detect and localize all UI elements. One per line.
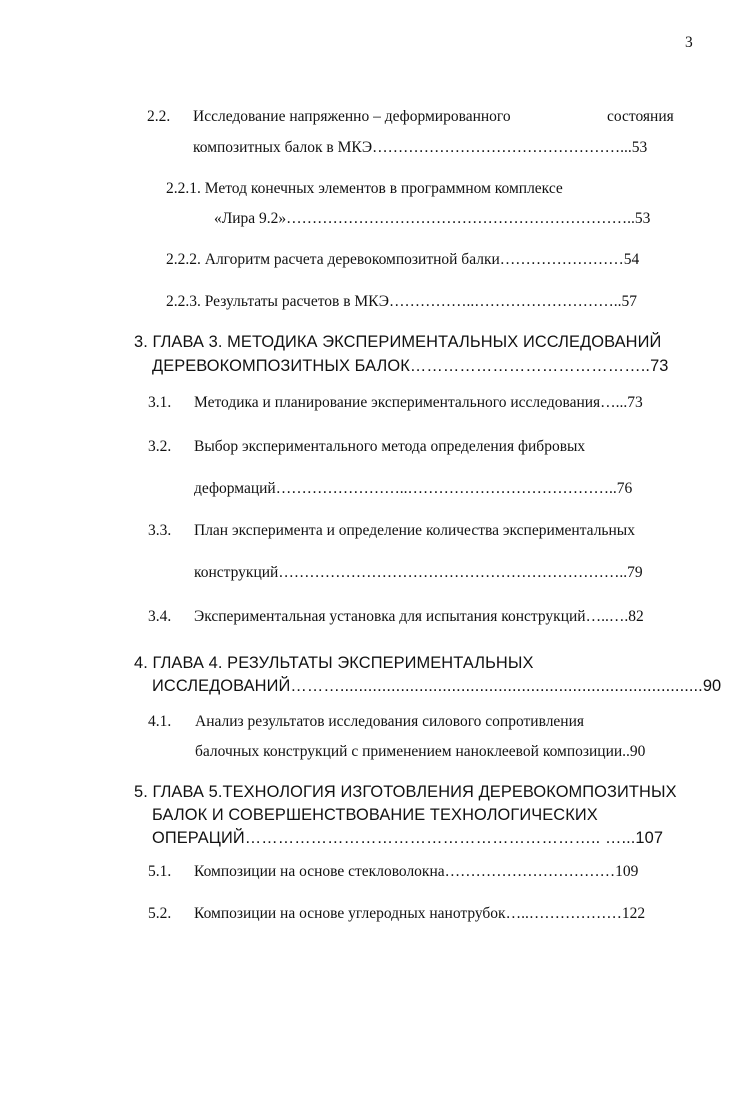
- toc-entry-3-3-line1: План эксперимента и определение количества экспериментальных: [194, 522, 635, 539]
- toc-entry-5-2-number: 5.2.: [148, 905, 172, 922]
- toc-entry-4-1-line1: Анализ результатов исследования силового сопротивления: [195, 713, 585, 730]
- toc-entry-3-1-number: 3.1.: [148, 394, 172, 411]
- toc-chapter-4-line1: 4. ГЛАВА 4. РЕЗУЛЬТАТЫ ЭКСПЕРИМЕНТАЛЬНЫХ: [134, 654, 534, 672]
- toc-entry-5-1-number: 5.1.: [148, 863, 172, 880]
- page-number: 3: [685, 34, 693, 51]
- toc-entry-3-1-text: Методика и планирование экспериментального исследования…...73: [194, 394, 643, 411]
- toc-entry-2-2-line2: композитных балок в МКЭ…………………………………………...53: [193, 139, 648, 156]
- toc-entry-3-3-number: 3.3.: [148, 522, 172, 539]
- toc-entry-3-2-number: 3.2.: [148, 438, 172, 455]
- toc-entry-2-2-number: 2.2.: [147, 108, 171, 125]
- toc-entry-2-2-line1-end: состояния: [607, 108, 674, 125]
- toc-entry-3-2-line1: Выбор экспериментального метода определения фибровых: [194, 438, 586, 455]
- toc-entry-3-3-line2: конструкций…………………………………………………………..79: [194, 564, 643, 581]
- toc-entry-2-2-1-line2: «Лира 9.2»…………………………………………………………..53: [214, 210, 651, 227]
- toc-chapter-3-line2: ДЕРЕВОКОМПОЗИТНЫХ БАЛОК……………………………………..73: [152, 357, 669, 375]
- toc-entry-5-1-text: Композиции на основе стекловолокна……………………………109: [194, 863, 639, 880]
- toc-entry-4-1-line2: балочных конструкций с применением наноклеевой композиции..90: [195, 743, 646, 760]
- toc-entry-3-4-text: Экспериментальная установка для испытания конструкций…..….82: [194, 608, 644, 625]
- toc-chapter-4-line2: ИССЛЕДОВАНИЙ………..............................................................................90: [152, 677, 722, 695]
- toc-entry-2-2-2: 2.2.2. Алгоритм расчета деревокомпозитной балки……………………54: [166, 251, 640, 268]
- toc-entry-4-1-number: 4.1.: [148, 713, 172, 730]
- toc-entry-2-2-line1: Исследование напряженно – деформированного: [193, 108, 511, 125]
- toc-entry-3-2-line2: деформаций……………………..…………………………………..76: [194, 480, 633, 497]
- toc-entry-3-4-number: 3.4.: [148, 608, 172, 625]
- toc-entry-2-2-3: 2.2.3. Результаты расчетов в МКЭ……………..………………………..57: [166, 293, 637, 310]
- toc-chapter-5-line2: БАЛОК И СОВЕРШЕНСТВОВАНИЕ ТЕХНОЛОГИЧЕСКИХ: [152, 806, 598, 824]
- toc-entry-2-2-1-line1: 2.2.1. Метод конечных элементов в программном комплексе: [166, 180, 563, 197]
- toc-chapter-5-line1: 5. ГЛАВА 5.ТЕХНОЛОГИЯ ИЗГОТОВЛЕНИЯ ДЕРЕВОКОМПОЗИТНЫХ: [134, 783, 677, 801]
- toc-entry-5-2-text: Композиции на основе углеродных нанотрубок…..………………122: [194, 905, 646, 922]
- toc-chapter-5-line3: ОПЕРАЦИЙ……………………………………………………….. …...107: [152, 829, 664, 847]
- toc-chapter-3-line1: 3. ГЛАВА 3. МЕТОДИКА ЭКСПЕРИМЕНТАЛЬНЫХ ИССЛЕДОВАНИЙ: [134, 333, 662, 351]
